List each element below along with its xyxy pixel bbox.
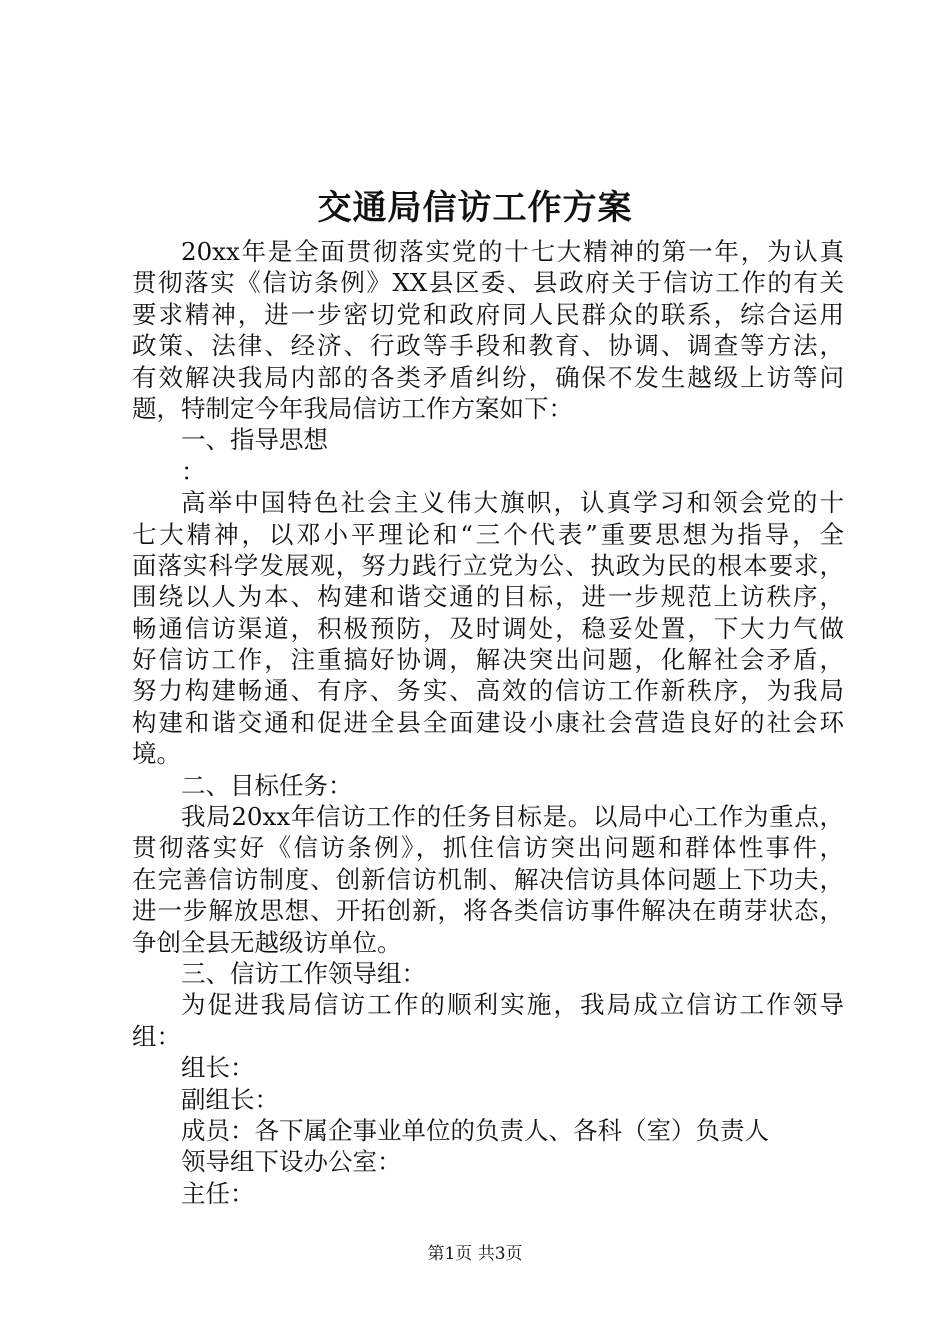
body-line: 三、信访工作领导组：: [181, 958, 426, 988]
body-line: 我局20xx年信访工作的任务目标是。以局中心工作为重点，: [181, 802, 844, 832]
body-line: 在完善信访制度、创新信访机制、解决信访具体问题上下功夫，: [132, 864, 844, 894]
body-line: ：: [181, 456, 206, 486]
body-line: 高举中国特色社会主义伟大旗帜，认真学习和领会党的十: [181, 488, 844, 518]
body-line: 主任：: [181, 1178, 255, 1208]
body-line: 构建和谐交通和促进全县全面建设小康社会营造良好的社会环: [132, 707, 844, 737]
body-line: 政策、法律、经济、行政等手段和教育、协调、调查等方法，: [132, 331, 844, 361]
body-line: 面落实科学发展观，努力践行立党为公、执政为民的根本要求，: [132, 550, 844, 580]
body-line: 贯彻落实好《信访条例》，抓住信访突出问题和群体性事件，: [132, 833, 844, 863]
body-line: 副组长：: [181, 1084, 279, 1114]
body-line: 有效解决我局内部的各类矛盾纠纷，确保不发生越级上访等问: [132, 362, 844, 392]
body-line: 争创全县无越级访单位。: [132, 927, 402, 957]
document-body: [132, 236, 844, 1209]
body-line: 境。: [132, 739, 181, 769]
body-line: 好信访工作，注重搞好协调，解决突出问题，化解社会矛盾，: [132, 645, 844, 675]
body-line: 畅通信访渠道，积极预防，及时调处，稳妥处置，下大力气做: [132, 613, 844, 643]
body-line: 七大精神，以邓小平理论和“三个代表”重要思想为指导，全: [132, 519, 844, 549]
page-footer: 第1页 共3页: [427, 1244, 523, 1264]
body-line: 组长：: [181, 1053, 255, 1083]
document-title: 交通局信访工作方案: [317, 188, 633, 228]
body-line: 贯彻落实《信访条例》XX县区委、县政府关于信访工作的有关: [132, 268, 844, 298]
body-line: 组：: [132, 1021, 181, 1051]
body-line: 进一步解放思想、开拓创新，将各类信访事件解决在萌芽状态，: [132, 896, 844, 926]
body-line: 努力构建畅通、有序、务实、高效的信访工作新秩序，为我局: [132, 676, 844, 706]
body-line: 为促进我局信访工作的顺利实施，我局成立信访工作领导: [181, 990, 844, 1020]
body-line: 成员：各下属企事业单位的负责人、各科（室）负责人: [181, 1115, 769, 1145]
body-line: 围绕以人为本、构建和谐交通的目标，进一步规范上访秩序，: [132, 582, 844, 612]
body-line: 二、目标任务：: [181, 770, 353, 800]
body-line: 要求精神，进一步密切党和政府同人民群众的联系，综合运用: [132, 299, 844, 329]
body-line: 题，特制定今年我局信访工作方案如下：: [132, 393, 573, 423]
body-line: 一、指导思想: [181, 425, 328, 455]
body-line: 20xx年是全面贯彻落实党的十七大精神的第一年，为认真: [181, 237, 844, 266]
body-line: 领导组下设办公室：: [181, 1147, 402, 1177]
